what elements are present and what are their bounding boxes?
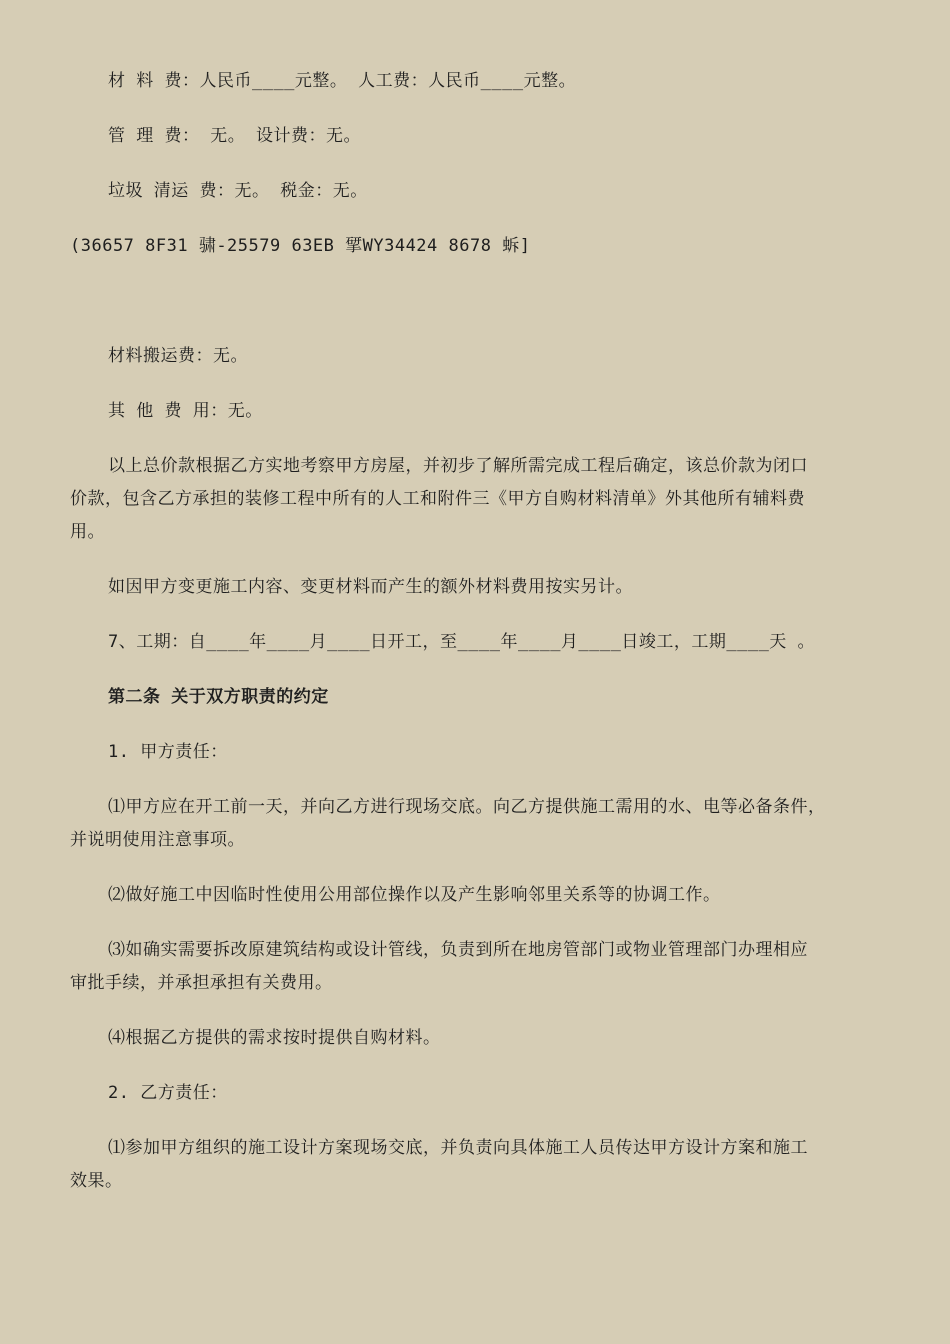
fee-line-garbage-tax: 垃圾 清运 费：无。 税金：无。 <box>108 181 368 201</box>
party-a-item-3-line-2: 审批手续，并承担承担有关费用。 <box>70 973 333 993</box>
party-b-responsibility-heading: 2. 乙方责任： <box>108 1083 228 1103</box>
party-a-item-1-line-2: 并说明使用注意事项。 <box>70 830 245 850</box>
total-price-paragraph-line-2: 价款，包含乙方承担的装修工程中所有的人工和附件三《甲方自购材料清单》外其他所有辅料费 <box>70 489 805 509</box>
fee-line-other: 其 他 费 用：无。 <box>108 401 263 421</box>
party-a-item-1-line-1: ⑴甲方应在开工前一天，并向乙方进行现场交底。向乙方提供施工需用的水、电等必备条件， <box>108 797 826 817</box>
garbled-code-line: (36657 8F31 骕-25579 63EB 揅WY34424 8678 蚸] <box>70 236 531 256</box>
section-heading-article-2: 第二条 关于双方职责的约定 <box>108 687 329 707</box>
party-a-responsibility-heading: 1. 甲方责任： <box>108 742 228 762</box>
party-b-item-1-line-2: 效果。 <box>70 1171 123 1191</box>
party-a-item-4: ⑷根据乙方提供的需求按时提供自购材料。 <box>108 1028 441 1048</box>
fee-line-material-transport: 材料搬运费：无。 <box>108 346 248 366</box>
fee-line-materials-labor: 材 料 费：人民币____元整。 人工费：人民币____元整。 <box>108 71 577 91</box>
total-price-paragraph-line-1: 以上总价款根据乙方实地考察甲方房屋，并初步了解所需完成工程后确定，该总价款为闭口 <box>108 456 808 476</box>
fee-line-management-design: 管 理 费： 无。 设计费：无。 <box>108 126 361 146</box>
party-a-item-3-line-1: ⑶如确实需要拆改原建筑结构或设计管线，负责到所在地房管部门或物业管理部门办理相应 <box>108 940 808 960</box>
party-b-item-1-line-1: ⑴参加甲方组织的施工设计方案现场交底，并负责向具体施工人员传达甲方设计方案和施工 <box>108 1138 808 1158</box>
extra-cost-paragraph: 如因甲方变更施工内容、变更材料而产生的额外材料费用按实另计。 <box>108 577 633 597</box>
construction-period-line: 7、工期：自____年____月____日开工，至____年____月____日竣工，工期____天 。 <box>108 632 816 652</box>
party-a-item-2: ⑵做好施工中因临时性使用公用部位操作以及产生影响邻里关系等的协调工作。 <box>108 885 721 905</box>
total-price-paragraph-line-3: 用。 <box>70 522 105 542</box>
